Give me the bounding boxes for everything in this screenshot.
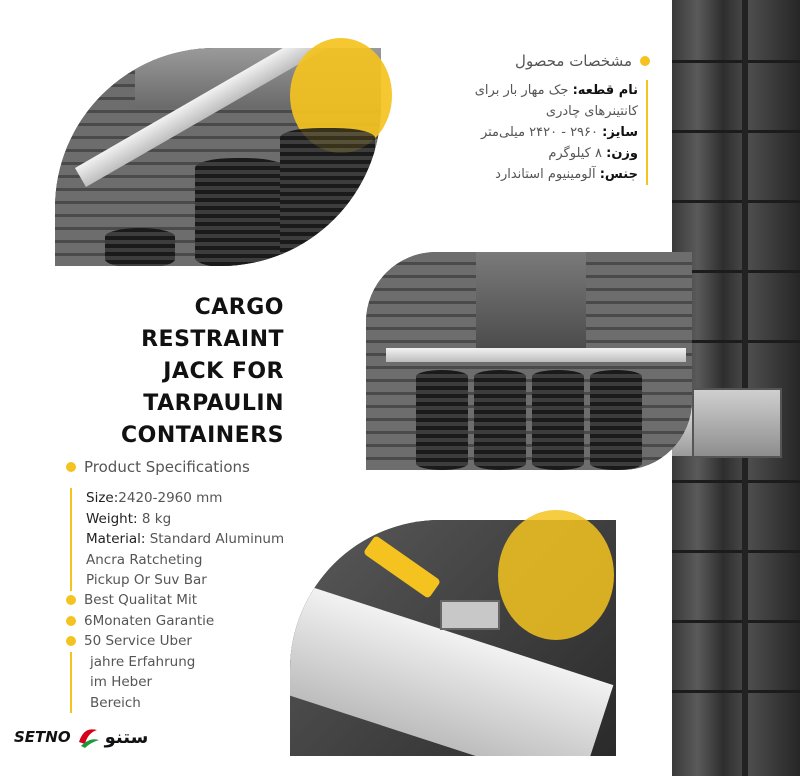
feature-item: 50 Service Uber xyxy=(66,631,316,652)
fa-spec-heading: مشخصات محصول xyxy=(515,52,650,70)
spec-list: Size:2420-2960 mm Weight: 8 kg Material: Standard Aluminum Ancra Ratcheting Pickup Or Suv Bar xyxy=(70,488,320,591)
bullet-dot xyxy=(66,616,76,626)
feature-bullets xyxy=(66,590,316,713)
fa-spec-list: نام قطعه: جک مهار بار برای کانتینرهای چادری سایز: ۲۹۶۰ - ۲۴۲۰ میلی‌متر وزن: ۸ کیلوگرم جنس: آلومینیوم استاندارد xyxy=(448,80,648,185)
product-title: CARGO RESTRAINT JACK FOR TARPAULIN CONTAINERS xyxy=(121,295,284,448)
bullet-dot xyxy=(640,56,650,66)
feature-item: Best Qualitat Mit xyxy=(66,590,316,611)
bullet-dot xyxy=(66,636,76,646)
product-photo-middle xyxy=(366,252,692,470)
feature-item: 6Monaten Garantie xyxy=(66,611,316,632)
bullet-dot xyxy=(66,462,76,472)
brand-mark-icon xyxy=(75,724,101,750)
spec-heading: Product Specifications xyxy=(66,458,250,476)
feature-item-continuation: jahre Erfahrung im Heber Bereich xyxy=(70,652,316,714)
accent-circle-bottom xyxy=(498,510,614,640)
bullet-dot xyxy=(66,595,76,605)
brand-logo: SETNO ستنو xyxy=(14,724,148,750)
